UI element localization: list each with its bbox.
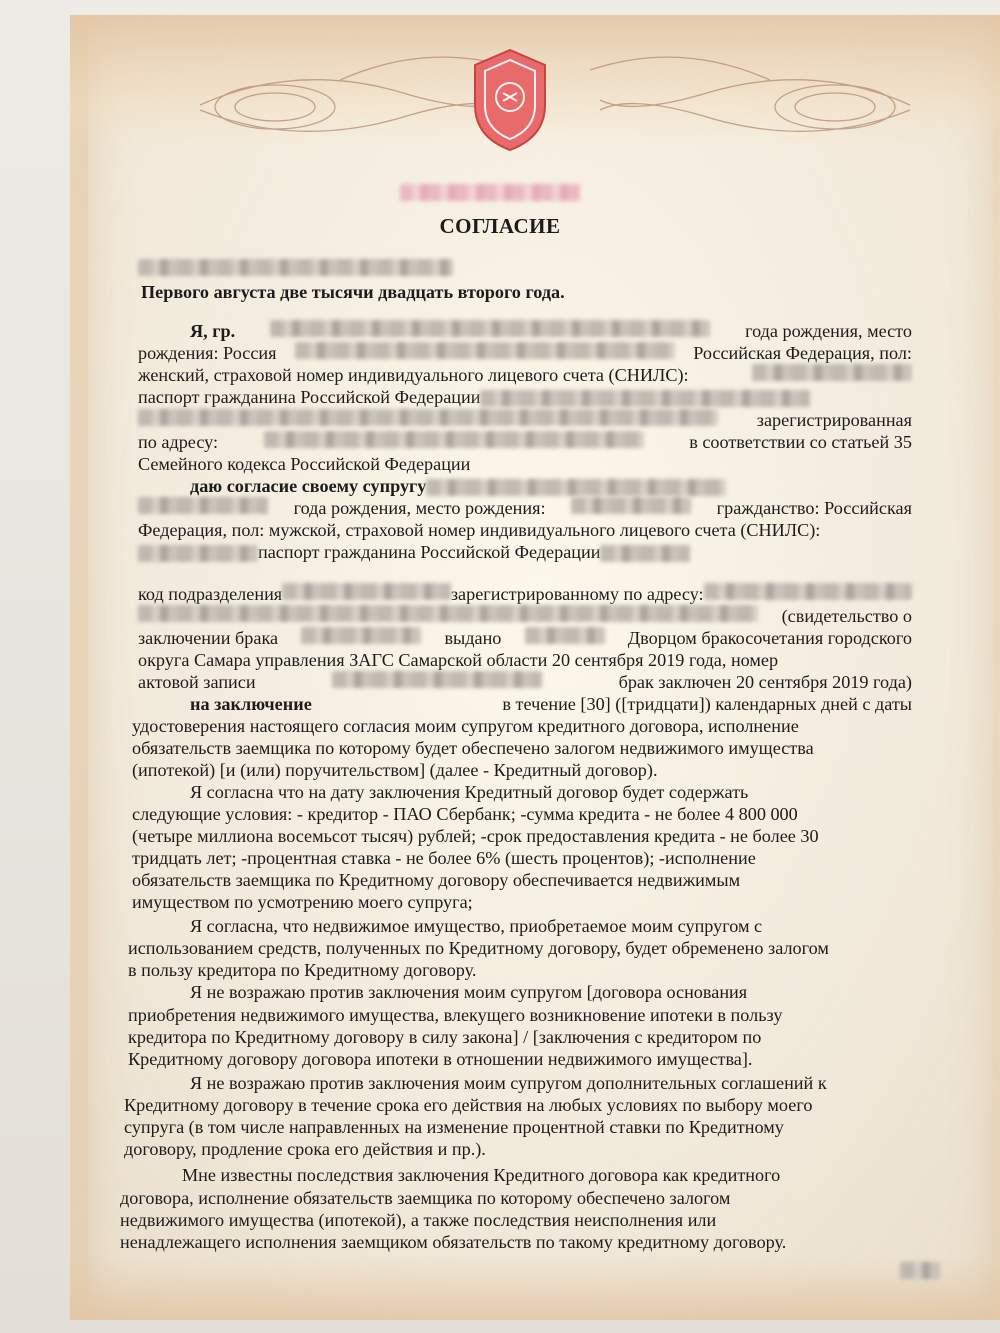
line-text: Российская Федерация, пол: bbox=[693, 343, 912, 363]
line-text: супруга (в том числе направленных на изменение процентной ставки по Кредитному bbox=[124, 1117, 784, 1137]
line-text: использованием средств, полученных по Кредитному договору, будет обременено залогом bbox=[128, 938, 829, 958]
line-text: кредитора по Кредитному договору в силу закона] / [заключения с кредитором по bbox=[128, 1027, 762, 1047]
paper-bottom-border bbox=[70, 1255, 1000, 1320]
line-text: Кредитному договору в течение срока его действия на любых условиях по выбору моего bbox=[124, 1095, 813, 1115]
body-line bbox=[138, 627, 912, 649]
body-line bbox=[138, 453, 470, 475]
body-line bbox=[190, 781, 912, 803]
seal-emblem-icon bbox=[465, 45, 555, 155]
line-text: Мне известны последствия заключения Кредитного договора как кредитного bbox=[182, 1165, 781, 1185]
body-line bbox=[138, 649, 912, 671]
body-line bbox=[128, 1048, 752, 1070]
line-text: Я согласна что на дату заключения Кредитный договор будет содержать bbox=[190, 782, 749, 802]
body-line bbox=[138, 364, 912, 386]
body-line bbox=[138, 605, 912, 627]
line-text: по адресу: bbox=[138, 432, 219, 452]
body-line bbox=[190, 693, 912, 715]
line-text: ненадлежащего исполнения заемщиком обязательств по такому кредитному договору. bbox=[120, 1232, 787, 1252]
redacted-field bbox=[301, 627, 421, 644]
redacted-field bbox=[426, 479, 726, 496]
body-line bbox=[132, 737, 912, 759]
body-line bbox=[132, 759, 658, 781]
redacted-field bbox=[295, 342, 675, 359]
body-line bbox=[190, 1072, 920, 1094]
line-text: заключении брака bbox=[138, 628, 279, 648]
body-line bbox=[138, 431, 912, 453]
body-line bbox=[128, 959, 476, 981]
redacted-field bbox=[270, 320, 710, 337]
line-text: Я не возражаю против заключения моим супругом дополнительных соглашений к bbox=[190, 1073, 827, 1093]
redacted-field bbox=[752, 364, 912, 381]
body-line bbox=[190, 320, 912, 342]
corner-redaction bbox=[900, 1258, 940, 1280]
line-text: зарегистрированная bbox=[756, 410, 912, 430]
body-line bbox=[190, 981, 918, 1003]
line-text: гражданство: Российская bbox=[716, 498, 912, 518]
line-text: имуществом по усмотрению моего супруга; bbox=[132, 892, 473, 912]
body-line bbox=[128, 1026, 918, 1048]
redacted-field bbox=[264, 431, 644, 448]
line-text: актовой записи bbox=[138, 672, 256, 692]
line-text: женский, страховой номер индивидуального лицевого счета (СНИЛС): bbox=[138, 365, 689, 385]
line-text: на заключение bbox=[190, 694, 312, 714]
line-text: паспорт гражданина Российской Федерации bbox=[258, 542, 601, 562]
body-line bbox=[128, 937, 915, 959]
body-line bbox=[132, 847, 912, 869]
line-text: (свидетельство о bbox=[781, 606, 912, 626]
line-text: (четыре миллиона восемьсот тысяч) рублей; -срок предоставления кредита - не более 30 bbox=[132, 826, 819, 846]
line-text: выдано bbox=[444, 628, 502, 648]
line-text: Дворцом бракосочетания городского bbox=[627, 628, 912, 648]
redacted-field bbox=[480, 390, 810, 407]
body-line bbox=[138, 541, 690, 563]
body-line bbox=[120, 1209, 922, 1231]
body-line bbox=[138, 409, 912, 431]
line-text: обязательств заемщика по Кредитному договору обеспечивается недвижимым bbox=[132, 870, 741, 890]
line-text: Я, гр. bbox=[190, 321, 236, 341]
body-line bbox=[190, 475, 726, 497]
name-redaction bbox=[138, 255, 453, 277]
body-line bbox=[138, 519, 912, 541]
line-text: года рождения, место bbox=[745, 321, 912, 341]
line-text: Я согласна, что недвижимое имущество, приобретаемое моим супругом с bbox=[190, 916, 763, 936]
line-text: следующие условия: - кредитор - ПАО Сбербанк; -сумма кредита - не более 4 800 000 bbox=[132, 804, 798, 824]
redacted-field bbox=[138, 409, 718, 426]
redacted-field bbox=[704, 583, 912, 600]
line-text: рождения: Россия bbox=[138, 343, 277, 363]
redacted-field bbox=[600, 545, 690, 562]
line-text: обязательств заемщика по которому будет обеспечено залогом недвижимого имущества bbox=[132, 738, 814, 758]
line-text: в соответствии со статьей 35 bbox=[689, 432, 912, 452]
redacted-field bbox=[571, 497, 691, 514]
redacted-field bbox=[525, 627, 605, 644]
body-line bbox=[128, 1004, 918, 1026]
body-line bbox=[182, 1164, 922, 1186]
line-text: Я не возражаю против заключения моим супругом [договора основания bbox=[190, 982, 748, 1002]
line-text: даю согласие своему супругу bbox=[190, 476, 427, 496]
date-line: Первого августа две тысячи двадцать второго года. bbox=[141, 282, 565, 302]
document-title: СОГЛАСИЕ bbox=[439, 214, 561, 238]
line-text: в течение [30] ([тридцати]) календарных дней с даты bbox=[502, 694, 912, 714]
line-text: Кредитному договору договора ипотеки в отношении недвижимого имущества]. bbox=[128, 1049, 753, 1069]
body-line bbox=[190, 915, 915, 937]
line-text: тридцать лет; -процентная ставка - не более 6% (шесть процентов); -исполнение bbox=[132, 848, 756, 868]
redacted-field bbox=[138, 497, 268, 514]
body-line bbox=[138, 583, 912, 605]
body-line bbox=[138, 386, 810, 408]
line-text: Федерация, пол: мужской, страховой номер индивидуального лицевого счета (СНИЛС): bbox=[138, 520, 821, 540]
redacted-field bbox=[332, 671, 542, 688]
body-line bbox=[132, 891, 473, 913]
body-line bbox=[132, 825, 912, 847]
line-text: договору, продление срока его действия и пр.). bbox=[124, 1139, 486, 1159]
body-line bbox=[138, 497, 912, 519]
line-text: код подразделения bbox=[138, 584, 283, 604]
body-line bbox=[138, 671, 912, 693]
redacted-field bbox=[282, 583, 451, 600]
body-line bbox=[124, 1138, 486, 1160]
line-text: Семейного кодекса Российской Федерации bbox=[138, 454, 471, 474]
redacted-field bbox=[900, 1262, 940, 1279]
line-text: зарегистрированному по адресу: bbox=[450, 584, 704, 604]
body-line bbox=[120, 1187, 922, 1209]
body-line bbox=[124, 1116, 920, 1138]
line-text: округа Самара управления ЗАГС Самарской области 20 сентября 2019 года, номер bbox=[138, 650, 779, 670]
redacted-field bbox=[138, 605, 758, 622]
line-text: недвижимого имущества (ипотекой), а также последствия неисполнения или bbox=[120, 1210, 717, 1230]
line-text: приобретения недвижимого имущества, влекущего возникновение ипотеки в пользу bbox=[128, 1005, 783, 1025]
body-line bbox=[124, 1094, 920, 1116]
body-line bbox=[120, 1231, 786, 1253]
top-redaction bbox=[400, 180, 580, 202]
redacted-field bbox=[138, 545, 258, 562]
line-text: паспорт гражданина Российской Федерации bbox=[138, 387, 481, 407]
line-text: в пользу кредитора по Кредитному договору. bbox=[128, 960, 477, 980]
body-line bbox=[138, 342, 912, 364]
line-text: договора, исполнение обязательств заемщика по которому обеспечено залогом bbox=[120, 1188, 731, 1208]
line-text: года рождения, место рождения: bbox=[293, 498, 546, 518]
guilloche-ornament bbox=[180, 40, 930, 160]
line-text: удостоверения настоящего согласия моим супругом кредитного договора, исполнение bbox=[132, 716, 799, 736]
body-line bbox=[132, 869, 912, 891]
line-text: брак заключен 20 сентября 2019 года) bbox=[618, 672, 912, 692]
body-line bbox=[132, 803, 912, 825]
body-line bbox=[132, 715, 912, 737]
line-text: (ипотекой) [и (или) поручительством] (далее - Кредитный договор). bbox=[132, 760, 658, 780]
